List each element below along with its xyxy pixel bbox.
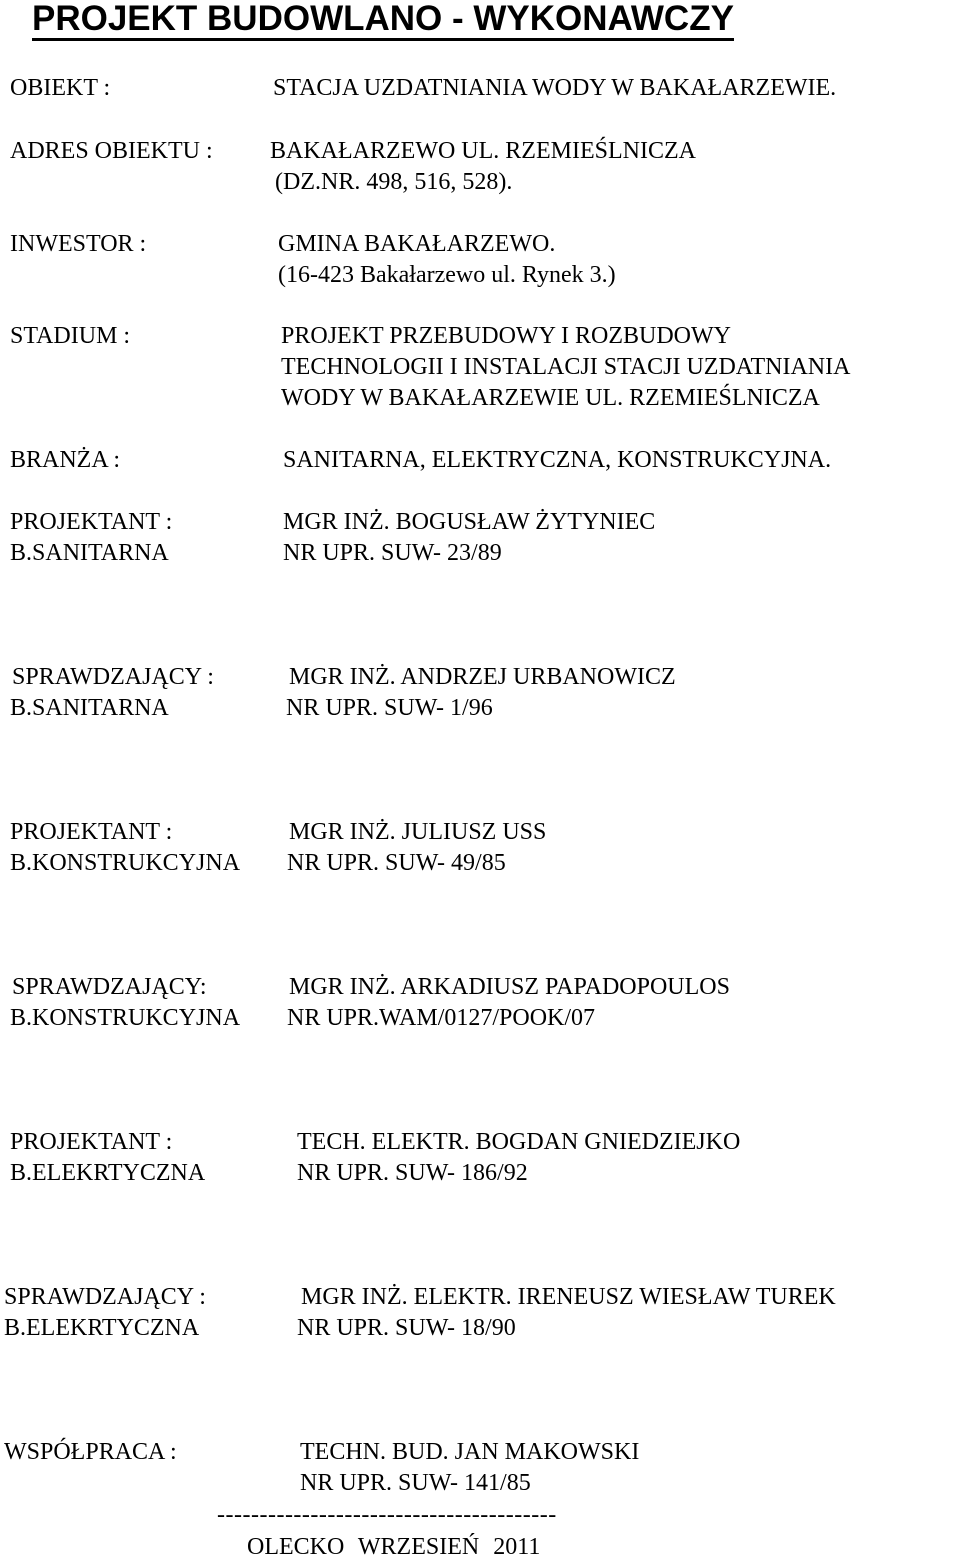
wspolpraca-name: TECHN. BUD. JAN MAKOWSKI (300, 1439, 640, 1465)
person-role: PROJEKTANT : (10, 1129, 173, 1155)
stadium-line2: TECHNOLOGII I INSTALACJI STACJI UZDATNIANIA (281, 354, 851, 380)
person-branch: B.ELEKRTYCZNA (4, 1315, 200, 1341)
person-role: SPRAWDZAJĄCY : (4, 1284, 206, 1310)
obiekt-value: STACJA UZDATNIANIA WODY W BAKAŁARZEWIE. (273, 75, 837, 101)
person-role: PROJEKTANT : (10, 819, 173, 845)
obiekt-label: OBIEKT : (10, 75, 111, 101)
person-name: MGR INŻ. ARKADIUSZ PAPADOPOULOS (289, 974, 730, 1000)
wspolpraca-label: WSPÓŁPRACA : (4, 1439, 177, 1465)
person-branch: B.ELEKRTYCZNA (10, 1160, 206, 1186)
person-name: MGR INŻ. JULIUSZ USS (289, 819, 547, 845)
branza-label: BRANŻA : (10, 447, 121, 473)
footer-place-date: OLECKO WRZESIEŃ 2011 (247, 1534, 541, 1560)
dashed-separator: ---------------------------------------- (217, 1502, 557, 1528)
stadium-line3: WODY W BAKAŁARZEWIE UL. RZEMIEŚLNICZA (281, 385, 820, 411)
inwestor-line2: (16-423 Bakałarzewo ul. Rynek 3.) (278, 262, 616, 288)
person-branch: B.KONSTRUKCYJNA (10, 1005, 241, 1031)
person-license: NR UPR.WAM/0127/POOK/07 (287, 1005, 596, 1031)
wspolpraca-license: NR UPR. SUW- 141/85 (300, 1470, 531, 1496)
person-license: NR UPR. SUW- 23/89 (283, 540, 502, 566)
person-name: MGR INŻ. BOGUSŁAW ŻYTYNIEC (283, 509, 656, 535)
person-branch: B.SANITARNA (10, 540, 169, 566)
stadium-line1: PROJEKT PRZEBUDOWY I ROZBUDOWY (281, 323, 731, 349)
person-name: MGR INŻ. ANDRZEJ URBANOWICZ (289, 664, 676, 690)
person-branch: B.SANITARNA (10, 695, 169, 721)
adres-line2: (DZ.NR. 498, 516, 528). (275, 169, 513, 195)
person-branch: B.KONSTRUKCYJNA (10, 850, 241, 876)
inwestor-label: INWESTOR : (10, 231, 147, 257)
person-role: SPRAWDZAJĄCY: (12, 974, 207, 1000)
person-name: TECH. ELEKTR. BOGDAN GNIEDZIEJKO (297, 1129, 741, 1155)
person-license: NR UPR. SUW- 186/92 (297, 1160, 528, 1186)
inwestor-line1: GMINA BAKAŁARZEWO. (278, 231, 556, 257)
person-role: PROJEKTANT : (10, 509, 173, 535)
person-license: NR UPR. SUW- 1/96 (286, 695, 493, 721)
document-title: PROJEKT BUDOWLANO - WYKONAWCZY (32, 0, 734, 41)
stadium-label: STADIUM : (10, 323, 131, 349)
adres-label: ADRES OBIEKTU : (10, 138, 213, 164)
person-role: SPRAWDZAJĄCY : (12, 664, 214, 690)
person-license: NR UPR. SUW- 49/85 (287, 850, 506, 876)
branza-value: SANITARNA, ELEKTRYCZNA, KONSTRUKCYJNA. (283, 447, 832, 473)
person-name: MGR INŻ. ELEKTR. IRENEUSZ WIESŁAW TUREK (301, 1284, 836, 1310)
person-license: NR UPR. SUW- 18/90 (297, 1315, 516, 1341)
adres-line1: BAKAŁARZEWO UL. RZEMIEŚLNICZA (270, 138, 696, 164)
